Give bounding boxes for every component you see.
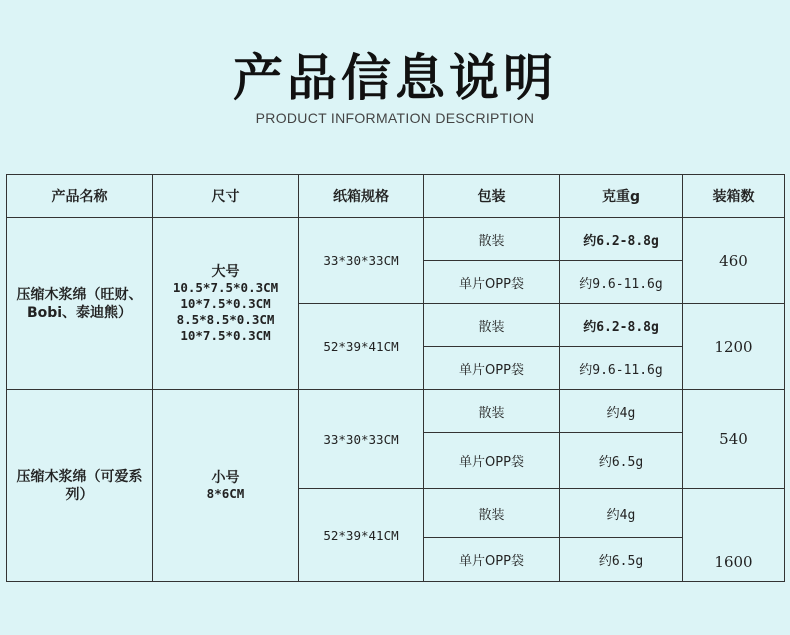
header-weight: 克重g <box>560 175 683 218</box>
carton-spec-cell: 33*30*33CM <box>299 218 424 304</box>
table-header-row <box>7 175 785 218</box>
carton-qty-cell: 540 <box>683 390 785 489</box>
packaging-cell: 单片OPP袋 <box>424 261 560 304</box>
header-carton-spec: 纸箱规格 <box>299 175 424 218</box>
header-packaging: 包装 <box>424 175 560 218</box>
packaging-cell: 散装 <box>424 304 560 347</box>
size-value: 10*7.5*0.3CM <box>180 295 271 311</box>
table-row <box>7 390 785 433</box>
carton-qty-cell: 460 <box>683 218 785 304</box>
packaging-cell: 散装 <box>424 390 560 433</box>
size-cell <box>153 218 299 390</box>
weight-cell: 约6.2-8.8g <box>560 218 683 261</box>
size-label: 大号 <box>211 263 240 280</box>
header-product-name: 产品名称 <box>7 175 153 218</box>
size-value: 8.5*8.5*0.3CM <box>176 311 275 327</box>
packaging-cell: 单片OPP袋 <box>424 433 560 489</box>
packaging-cell: 单片OPP袋 <box>424 538 560 582</box>
weight-cell: 约4g <box>560 489 683 538</box>
page-title: 产品信息说明 <box>233 49 557 107</box>
weight-cell: 约9.6-11.6g <box>560 347 683 390</box>
carton-spec-cell: 52*39*41CM <box>299 489 424 582</box>
packaging-cell: 单片OPP袋 <box>424 347 560 390</box>
weight-cell: 约4g <box>560 390 683 433</box>
size-value: 8*6CM <box>206 485 245 501</box>
header-size: 尺寸 <box>153 175 299 218</box>
size-cell <box>153 390 299 582</box>
carton-qty-cell: 1600 <box>683 489 785 582</box>
product-name-cell: 压缩木浆绵（旺财、Bobi、泰迪熊） <box>7 218 153 390</box>
weight-cell: 约6.2-8.8g <box>560 304 683 347</box>
weight-cell: 约6.5g <box>560 433 683 489</box>
carton-spec-cell: 52*39*41CM <box>299 304 424 390</box>
packaging-cell: 散装 <box>424 489 560 538</box>
header-carton-qty: 装箱数 <box>683 175 785 218</box>
weight-cell: 约9.6-11.6g <box>560 261 683 304</box>
size-value: 10.5*7.5*0.3CM <box>172 279 279 295</box>
size-value: 10*7.5*0.3CM <box>180 327 271 343</box>
product-info-table <box>6 174 785 582</box>
packaging-cell: 散装 <box>424 218 560 261</box>
size-label: 小号 <box>211 469 240 486</box>
table-row <box>7 218 785 261</box>
product-name-cell: 压缩木浆绵（可爱系列） <box>7 390 153 582</box>
weight-cell: 约6.5g <box>560 538 683 582</box>
carton-spec-cell: 33*30*33CM <box>299 390 424 489</box>
carton-qty-cell: 1200 <box>683 304 785 390</box>
page-subtitle: PRODUCT INFORMATION DESCRIPTION <box>255 110 535 126</box>
